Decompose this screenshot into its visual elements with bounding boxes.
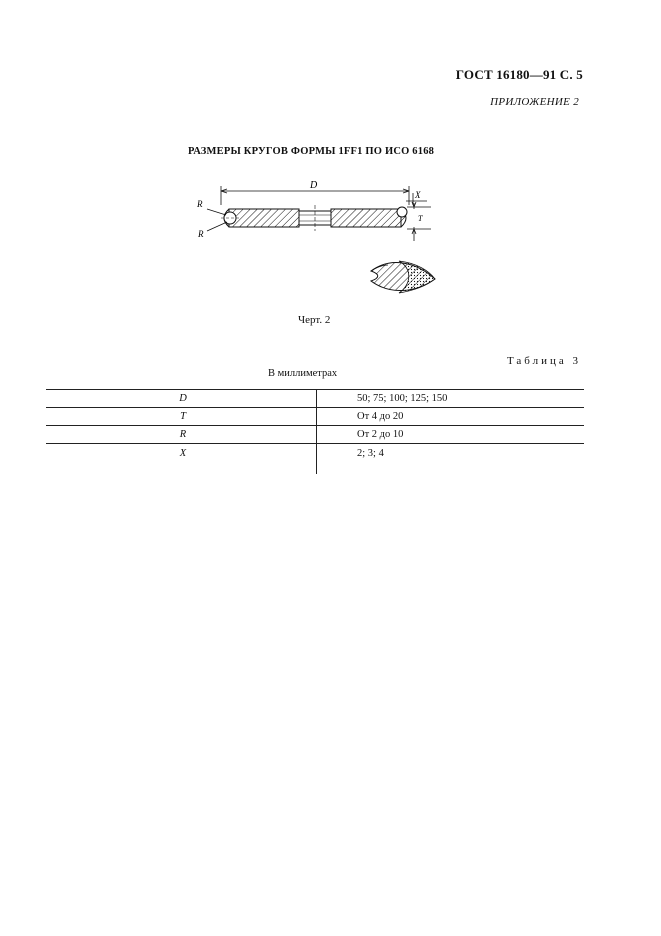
value-cell: От 2 до 10	[357, 429, 404, 440]
units-label: В миллиметрах	[268, 368, 338, 379]
r-label-bottom: R	[198, 229, 204, 239]
symbol-cell: X	[46, 444, 317, 475]
table-label: Таблица 3	[506, 355, 581, 367]
r-label-top: R	[197, 199, 203, 209]
value-cell: 2; 3; 4	[357, 448, 384, 459]
page-title: РАЗМЕРЫ КРУГОВ ФОРМЫ 1FF1 ПО ИСО 6168	[188, 146, 435, 157]
symbol-cell: T	[46, 408, 317, 426]
table-row	[46, 390, 584, 408]
t-label: T	[418, 214, 423, 223]
drawing-caption: Черт. 2	[298, 314, 331, 326]
wheel-profile	[221, 205, 407, 231]
value-cell: 50; 75; 100; 125; 150	[357, 393, 448, 404]
table-row	[46, 408, 584, 426]
table-row	[46, 426, 584, 444]
standard-header: ГОСТ 16180—91 С. 5	[455, 67, 583, 82]
symbol-cell: R	[46, 426, 317, 444]
dimensions-table	[46, 389, 584, 474]
appendix-label: ПРИЛОЖЕНИЕ 2	[490, 96, 579, 108]
d-label: D	[310, 180, 318, 191]
table-row	[46, 444, 584, 475]
detail-section	[371, 261, 435, 293]
symbol-cell: D	[46, 390, 317, 408]
x-label: X	[415, 190, 421, 200]
wheel-drawing	[185, 175, 445, 305]
value-cell: От 4 до 20	[357, 411, 404, 422]
